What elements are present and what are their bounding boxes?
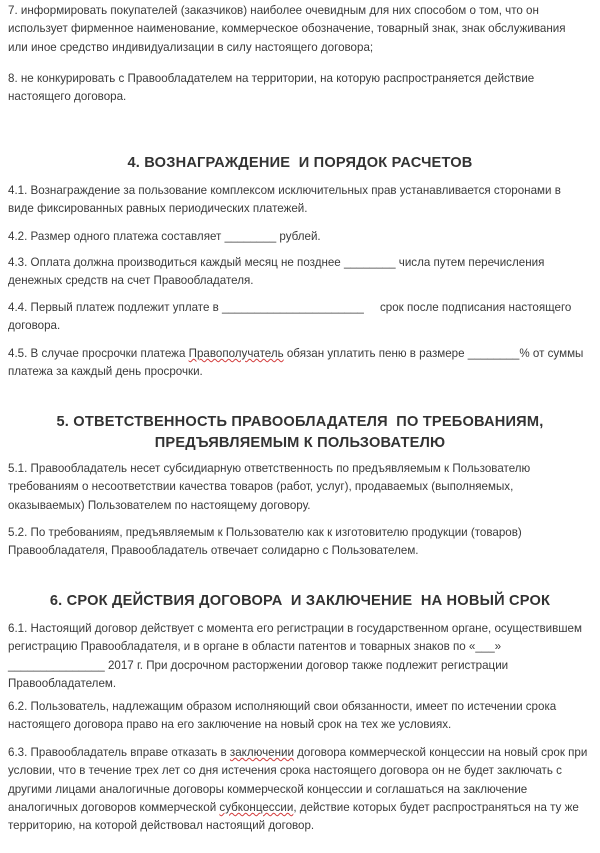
clause-6-2: 6.2. Пользователь, надлежащим образом исполняющий свои обязанности, имеет по истечении срока настоящего договора право на его заключение на новый срок на тех же условиях. <box>8 700 560 732</box>
clause-4-5-text-start: 4.5. В случае просрочки платежа <box>8 347 189 360</box>
clause-6-3-text-start: 6.3. Правообладатель вправе отказать в <box>8 746 230 759</box>
clause-6-1: 6.1. Настоящий договор действует с момента его регистрации в государственном органе, осуществившем регистрацию Правообладателя, и в органе в области патентов и товарных знаков по «___» _______________ 2017 г. При досрочном расторжении договор также подлежит регистрации Правообладателем. <box>8 622 586 690</box>
clause-7: 7. информировать покупателей (заказчиков) наиболее очевидным для них способом о том, что он использует фирменное наименование, коммерческое обозначение, товарный знак, знак обслуживания или иное средство индивидуализации в силу настоящего договора; <box>8 4 569 54</box>
clause-4-2: 4.2. Размер одного платежа составляет ________ рублей. <box>8 230 321 243</box>
spellcheck-marked-word: субконцессии <box>219 800 294 814</box>
spellcheck-marked-word: Правополучатель <box>188 347 284 360</box>
clause-5-1: 5.1. Правообладатель несет субсидиарную ответственность по предъявляемым к Пользователю требованиям о несоответствии качества товаров (работ, услуг), продаваемых (выполняемых, оказываемых) Пользователем по настоящему договору. <box>8 462 534 512</box>
section-4-heading: 4. ВОЗНАГРАЖДЕНИЕ И ПОРЯДОК РАСЧЕТОВ <box>127 155 473 171</box>
clause-6-3 <box>8 744 591 835</box>
clause-8: 8. не конкурировать с Правообладателем на территории, на которую распространяется действие настоящего договора. <box>8 72 538 104</box>
clause-6-3-text-end: , действие которых будет распространяться на ту же территорию, на которой действовал настоящий договор. <box>8 800 583 833</box>
clause-4-1: 4.1. Вознаграждение за пользование комплексом исключительных прав устанавливается сторонами в виде фиксированных равных периодических платежей. <box>8 184 565 216</box>
spellcheck-marked-word: заключении <box>229 746 294 759</box>
clause-6-3-text-middle: договора коммерческой концессии на новый срок при условии, что в течение трех лет со дня истечения срока настоящего договора он не будет заключать с другими лицами аналогичные договоры коммерческой концессии и соглашаться на заключение аналогичных договоров коммерческой <box>8 746 591 814</box>
clause-4-3: 4.3. Оплата должна производиться каждый месяц не позднее ________ числа путем перечисления денежных средств на счет Правообладателя. <box>8 256 548 288</box>
clause-4-4: 4.4. Первый платеж подлежит уплате в ______________________ срок после подписания настоящего договора. <box>8 301 575 333</box>
clause-4-5-text-end: обязан уплатить пеню в размере ________% от суммы платежа за каждый день просрочки. <box>8 347 587 379</box>
clause-5-2: 5.2. По требованиям, предъявляемым к Пользователю как к изготовителю продукции (товаров) Правообладателя, Правообладатель отвечает солидарно с Пользователем. <box>8 526 525 558</box>
section-6-heading: 6. СРОК ДЕЙСТВИЯ ДОГОВОРА И ЗАКЛЮЧЕНИЕ НА НОВЫЙ СРОК <box>49 593 551 609</box>
section-5-heading: 5. ОТВЕТСТВЕННОСТЬ ПРАВООБЛАДАТЕЛЯ ПО ТРЕБОВАНИЯМ, ПРЕДЪЯВЛЯЕМЫМ К ПОЛЬЗОВАТЕЛЮ <box>56 414 544 451</box>
clause-4-5 <box>8 345 588 382</box>
